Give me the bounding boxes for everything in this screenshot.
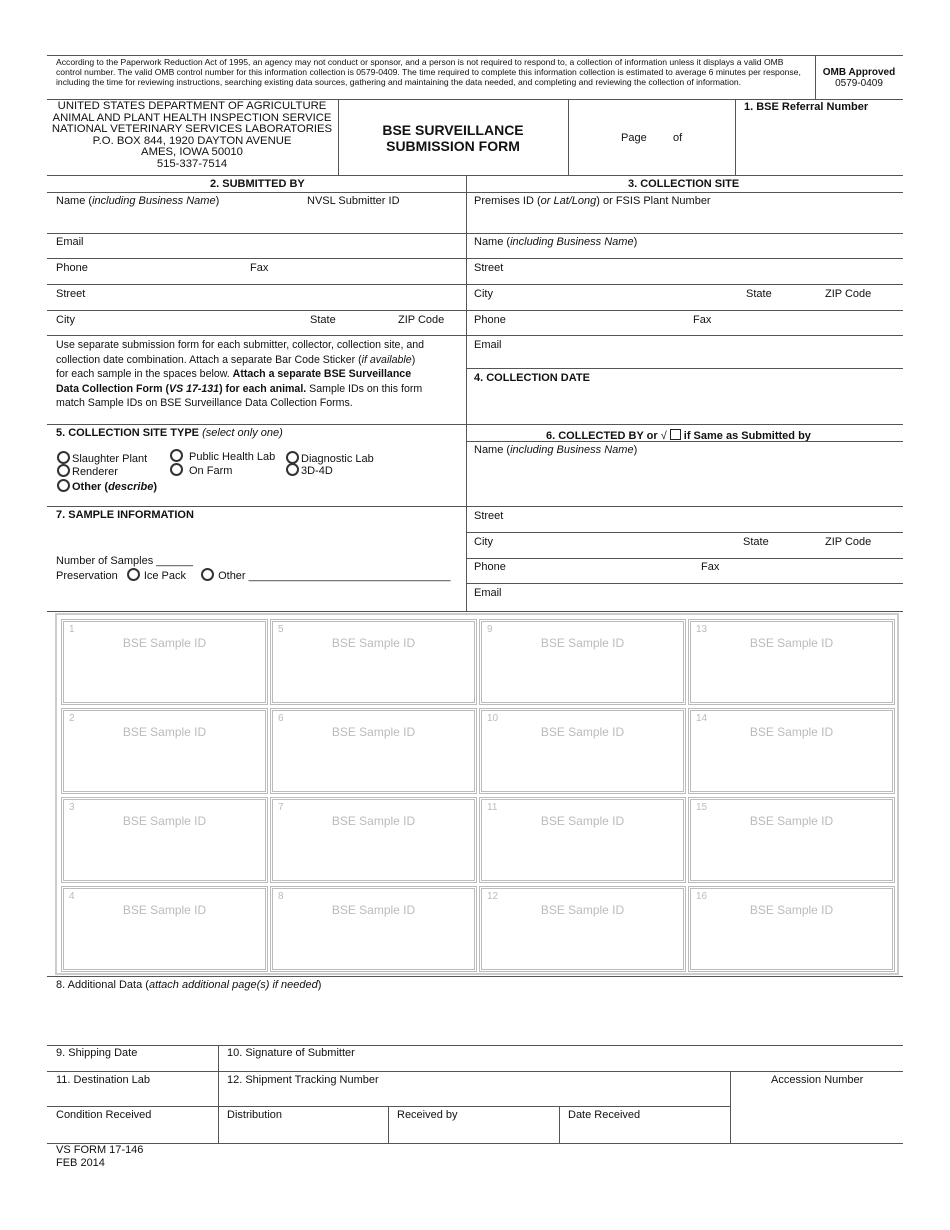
same-as-submitted-checkbox[interactable]	[670, 429, 681, 440]
sample-box-6[interactable]: 6 BSE Sample ID	[270, 708, 477, 794]
option-3d-4d[interactable]: 3D-4D	[286, 463, 333, 477]
sample-box-8[interactable]: 8 BSE Sample ID	[270, 886, 477, 972]
submitter-state-label: State	[310, 314, 336, 326]
submitted-by-title: 2. SUBMITTED BY	[210, 178, 305, 190]
page-label: Page	[621, 132, 647, 144]
sample-box-4[interactable]: 4 BSE Sample ID	[61, 886, 268, 972]
collector-name-label: Name (including Business Name)	[474, 444, 638, 456]
site-email-label: Email	[474, 339, 502, 351]
sample-box-16[interactable]: 16 BSE Sample ID	[688, 886, 895, 972]
distribution-label: Distribution	[227, 1109, 283, 1121]
sample-box-10[interactable]: 10 BSE Sample ID	[479, 708, 686, 794]
of-label: of	[673, 132, 683, 144]
site-name-label: Name (including Business Name)	[474, 236, 638, 248]
received-by-label: Received by	[397, 1109, 458, 1121]
submitter-city-label: City	[56, 314, 75, 326]
referral-number-label: 1. BSE Referral Number	[744, 101, 869, 113]
collector-fax-label: Fax	[701, 561, 720, 573]
nvsl-submitter-id-label: NVSL Submitter ID	[307, 195, 400, 207]
option-on-farm[interactable]: On Farm	[170, 463, 232, 477]
radio-icon	[286, 463, 299, 476]
condition-received-label: Condition Received	[56, 1109, 152, 1121]
sample-box-15[interactable]: 15 BSE Sample ID	[688, 797, 895, 883]
sample-box-13[interactable]: 13 BSE Sample ID	[688, 619, 895, 705]
collector-city-label: City	[474, 536, 493, 548]
site-street-label: Street	[474, 262, 504, 274]
number-of-samples-label: Number of Samples ______	[56, 555, 193, 567]
submitter-phone-label: Phone	[56, 262, 88, 274]
option-public-health-lab[interactable]: Public Health Lab	[170, 449, 275, 463]
form-number: VS FORM 17-146	[56, 1144, 144, 1156]
site-phone-label: Phone	[474, 314, 506, 326]
submitter-email-label: Email	[56, 236, 84, 248]
omb-approved: OMB Approved	[822, 67, 896, 78]
option-ice-pack[interactable]: Ice Pack	[127, 570, 186, 582]
site-state-label: State	[746, 288, 772, 300]
sample-info-title: 7. SAMPLE INFORMATION	[56, 509, 194, 521]
collector-email-label: Email	[474, 587, 502, 599]
option-slaughter-plant[interactable]: Slaughter Plant	[57, 451, 147, 465]
radio-icon	[127, 568, 140, 581]
collector-zip-label: ZIP Code	[825, 536, 872, 548]
premises-id-label: Premises ID (or Lat/Long) or FSIS Plant Number	[474, 195, 711, 207]
date-received-label: Date Received	[568, 1109, 641, 1121]
submitter-fax-label: Fax	[250, 262, 269, 274]
sample-grid	[55, 613, 899, 975]
agency-address: UNITED STATES DEPARTMENT OF AGRICULTURE ANIMAL AND PLANT HEALTH INSPECTION SERVICE NATIONAL VETERINARY SERVICES LABORATORIES P.O. BOX 844, 1920 DAYTON AVENUE AMES, IOWA 50010 515-337-7514	[51, 100, 333, 170]
submitter-street-label: Street	[56, 288, 86, 300]
sample-box-1[interactable]: 1 BSE Sample ID	[61, 619, 268, 705]
sample-box-12[interactable]: 12 BSE Sample ID	[479, 886, 686, 972]
site-city-label: City	[474, 288, 493, 300]
collection-site-title: 3. COLLECTION SITE	[628, 178, 740, 190]
sample-box-7[interactable]: 7 BSE Sample ID	[270, 797, 477, 883]
sample-box-5[interactable]: 5 BSE Sample ID	[270, 619, 477, 705]
sample-box-14[interactable]: 14 BSE Sample ID	[688, 708, 895, 794]
radio-icon	[57, 464, 70, 477]
paperwork-notice: According to the Paperwork Reduction Act of 1995, an agency may not conduct or sponsor, and a person is not required to respond to, a collection of information unless it displays a valid OMB control number. The valid OMB control number for this information collection is 0579-0409. The time required to complete this information collection is estimated to average 6 minutes per response, including the time for reviewing instructions, searching existing data sources, gathering and maintaining the data needed, and completing and reviewing the collection of information.	[56, 57, 801, 87]
form-title: BSE SURVEILLANCE SUBMISSION FORM	[382, 122, 524, 154]
accession-number-label: Accession Number	[771, 1074, 864, 1086]
shipping-date-label: 9. Shipping Date	[56, 1047, 138, 1059]
instructions-text: Use separate submission form for each submitter, collector, collection site, and collection date combination. Attach a separate Bar Code Sticker (if available) for each sample in the spaces below. Attach a separate BSE Surveillance Data Collection Form (VS 17-131) for each animal. Sample IDs on this form match Sample IDs on BSE Surveillance Data Collection Forms.	[56, 339, 425, 409]
sample-box-2[interactable]: 2 BSE Sample ID	[61, 708, 268, 794]
additional-data-label: 8. Additional Data (attach additional page(s) if needed)	[56, 979, 322, 991]
site-type-title: 5. COLLECTION SITE TYPE (select only one)	[56, 427, 283, 439]
sample-box-3[interactable]: 3 BSE Sample ID	[61, 797, 268, 883]
omb-number: 0579-0409	[835, 78, 883, 89]
option-other[interactable]: Other (describe)	[57, 479, 157, 493]
destination-lab-label: 11. Destination Lab	[56, 1074, 150, 1086]
option-other-preservation[interactable]: Other _________________________________	[201, 570, 450, 582]
submitter-zip-label: ZIP Code	[398, 314, 445, 326]
collector-street-label: Street	[474, 510, 504, 522]
collector-phone-label: Phone	[474, 561, 506, 573]
collector-state-label: State	[743, 536, 769, 548]
collection-date-title: 4. COLLECTION DATE	[474, 372, 590, 384]
submitter-name-label: Name (including Business Name)	[56, 195, 220, 207]
radio-icon	[201, 568, 214, 581]
preservation-label: Preservation Ice Pack Other _________________________________	[56, 570, 451, 582]
option-renderer[interactable]: Renderer	[57, 464, 118, 478]
collected-by-title: 6. COLLECTED BY or √ if Same as Submitted by	[546, 430, 811, 442]
signature-label: 10. Signature of Submitter	[227, 1047, 355, 1059]
radio-icon	[170, 449, 183, 462]
radio-icon	[170, 463, 183, 476]
radio-icon	[57, 451, 70, 464]
tracking-number-label: 12. Shipment Tracking Number	[227, 1074, 379, 1086]
option-diagnostic-lab[interactable]: Diagnostic Lab	[286, 451, 374, 465]
sample-box-11[interactable]: 11 BSE Sample ID	[479, 797, 686, 883]
site-zip-label: ZIP Code	[825, 288, 872, 300]
radio-icon	[57, 479, 70, 492]
form-date: FEB 2014	[56, 1157, 105, 1169]
site-fax-label: Fax	[693, 314, 712, 326]
sample-box-9[interactable]: 9 BSE Sample ID	[479, 619, 686, 705]
